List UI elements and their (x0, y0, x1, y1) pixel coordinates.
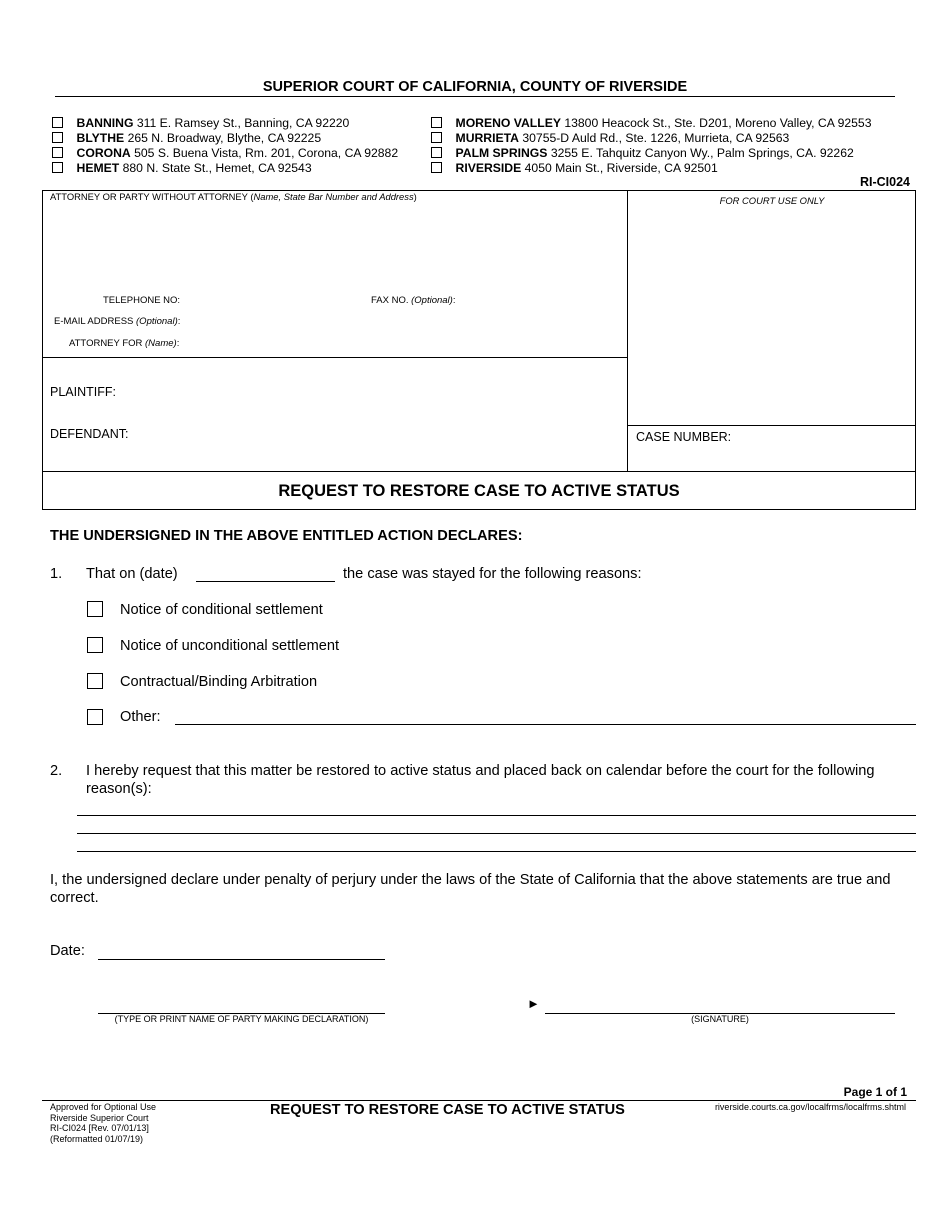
location-hemet[interactable]: HEMET 880 N. State St., Hemet, CA 92543 (52, 161, 398, 176)
location-checkbox[interactable] (52, 117, 63, 128)
divider (42, 471, 916, 472)
location-corona[interactable]: CORONA 505 S. Buena Vista, Rm. 201, Corona, CA 92882 (52, 146, 398, 161)
unconditional-settlement-checkbox[interactable] (87, 637, 103, 653)
approval-line: (Reformatted 01/07/19) (50, 1133, 144, 1144)
footer-title: REQUEST TO RESTORE CASE TO ACTIVE STATUS (270, 1102, 625, 1118)
email-label: E-MAIL ADDRESS (Optional): (54, 316, 181, 327)
date-label: Date: (50, 943, 85, 959)
reason-label: Other: (120, 709, 161, 725)
location-list-left (52, 116, 398, 176)
declares-heading: THE UNDERSIGNED IN THE ABOVE ENTITLED ACTION DECLARES: (50, 528, 523, 544)
plaintiff-field[interactable] (130, 382, 620, 400)
form-title: REQUEST TO RESTORE CASE TO ACTIVE STATUS (278, 482, 680, 500)
divider (42, 357, 627, 358)
location-murrieta[interactable]: MURRIETA 30755-D Auld Rd., Ste. 1226, Murrieta, CA 92563 (431, 131, 871, 146)
location-blythe[interactable]: BLYTHE 265 N. Broadway, Blythe, CA 92225 (52, 131, 398, 146)
attorney-label: ATTORNEY OR PARTY WITHOUT ATTORNEY (Name, State Bar Number and Address) (50, 191, 417, 202)
location-moreno-valley[interactable]: MORENO VALLEY 13800 Heacock St., Ste. D201, Moreno Valley, CA 92553 (431, 116, 871, 131)
item-2-number: 2. (50, 763, 63, 779)
signature-caption: (SIGNATURE) (691, 1014, 749, 1024)
item-2-text: I hereby request that this matter be restored to active status and placed back on calendar before the court for the following reason(s): (86, 763, 875, 797)
telephone-label: TELEPHONE NO: (103, 295, 181, 306)
arbitration-checkbox[interactable] (87, 673, 103, 689)
location-checkbox[interactable] (431, 162, 442, 173)
other-checkbox[interactable] (87, 709, 103, 725)
fax-label: FAX NO. (Optional): (371, 295, 456, 306)
reason-line-1[interactable] (77, 796, 916, 816)
item-1-prefix: That on (date) (86, 566, 178, 582)
declaration-date-field[interactable] (98, 940, 385, 960)
approval-line: Approved for Optional Use (50, 1102, 157, 1112)
court-use-label: FOR COURT USE ONLY (719, 195, 825, 206)
divider (627, 190, 628, 472)
location-checkbox[interactable] (52, 132, 63, 143)
telephone-field[interactable] (190, 292, 360, 308)
case-number-field[interactable] (636, 448, 906, 466)
location-checkbox[interactable] (52, 162, 63, 173)
location-checkbox[interactable] (52, 147, 63, 158)
defendant-field[interactable] (140, 424, 620, 442)
conditional-settlement-checkbox[interactable] (87, 601, 103, 617)
location-checkbox[interactable] (431, 117, 442, 128)
location-banning[interactable]: BANNING 311 E. Ramsey St., Banning, CA 92220 (52, 116, 398, 131)
reason-label: Contractual/Binding Arbitration (120, 674, 318, 690)
reason-line-2[interactable] (77, 814, 916, 834)
divider (42, 1100, 916, 1101)
item-1-number: 1. (50, 566, 63, 582)
approval-line: Riverside Superior Court (50, 1112, 149, 1123)
court-title: SUPERIOR COURT OF CALIFORNIA, COUNTY OF RIVERSIDE (262, 79, 688, 95)
fax-field[interactable] (462, 292, 612, 308)
other-reason-field[interactable] (175, 706, 916, 725)
divider (627, 425, 916, 426)
footer-url[interactable]: riverside.courts.ca.gov/localfrms/localfrms.shtml (714, 1102, 906, 1112)
stay-date-field[interactable] (196, 563, 335, 582)
signature-field[interactable] (545, 994, 895, 1014)
approval-line: RI-CI024 [Rev. 07/01/13] (50, 1123, 149, 1133)
printed-name-field[interactable] (98, 994, 385, 1014)
divider (55, 96, 895, 97)
case-number-label: CASE NUMBER: (636, 430, 732, 444)
attorney-input-area[interactable] (50, 205, 620, 290)
attorney-for-field[interactable] (190, 335, 610, 351)
location-checkbox[interactable] (431, 147, 442, 158)
form-code: RI-CI024 (859, 175, 910, 189)
page-number: Page 1 of 1 (843, 1085, 907, 1099)
reason-label: Notice of unconditional settlement (120, 638, 340, 654)
declaration-text: I, the undersigned declare under penalty of perjury under the laws of the State of California that the above statements are true and correct. (50, 872, 891, 906)
signature-arrow-icon: ► (527, 996, 540, 1011)
item-1-suffix: the case was stayed for the following reasons: (343, 566, 642, 582)
location-checkbox[interactable] (431, 132, 442, 143)
printed-name-caption: (TYPE OR PRINT NAME OF PARTY MAKING DECLARATION) (114, 1014, 369, 1024)
location-palm-springs[interactable]: PALM SPRINGS 3255 E. Tahquitz Canyon Wy., Palm Springs, CA. 92262 (431, 146, 871, 161)
location-list-right (431, 116, 871, 176)
reason-label: Notice of conditional settlement (120, 602, 323, 618)
approval-info (50, 1102, 156, 1144)
attorney-for-label: ATTORNEY FOR (Name): (69, 338, 180, 349)
location-riverside[interactable]: RIVERSIDE 4050 Main St., Riverside, CA 92501 (431, 161, 871, 176)
reason-line-3[interactable] (77, 832, 916, 852)
plaintiff-label: PLAINTIFF: (50, 385, 116, 399)
email-field[interactable] (190, 313, 610, 329)
defendant-label: DEFENDANT: (50, 427, 129, 441)
